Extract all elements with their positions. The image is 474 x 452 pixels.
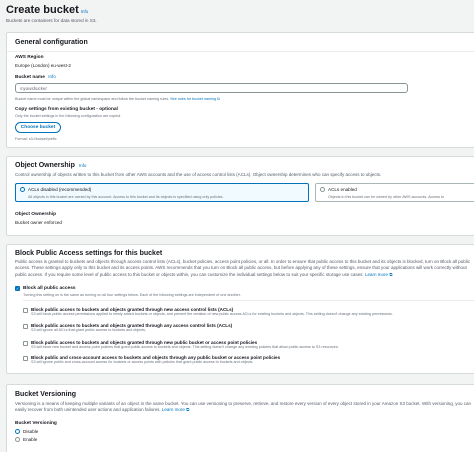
bucket-name-label: Bucket name Info [15,74,56,80]
page-title: Create bucket Info [6,4,89,16]
object-ownership-desc: Control ownership of objects written to this bucket from other AWS accounts and the use of access control lists (ACLs). Object ownership determines who can specify access to objects. [15,172,382,177]
bpa-option-any-policies[interactable] [23,355,280,364]
acls-disabled-option[interactable] [15,183,309,202]
acls-enabled-option[interactable] [315,183,474,202]
page-info-link[interactable]: Info [80,9,89,14]
bucket-naming-rules-link[interactable]: See rules for bucket naming [170,97,217,101]
object-ownership-heading: Object Ownership Info [15,162,87,169]
block-public-access-panel [6,244,474,374]
bpa-option-desc: S3 will block new bucket and access point policies that grant public access to buckets and objects. This setting doesn't change any existing policies that allow public access to S3 resources. [31,345,339,349]
bpa-option-new-policies-checkbox[interactable] [23,341,28,346]
bpa-option-any-acls[interactable] [23,323,232,332]
bpa-learn-more-link[interactable]: Learn more [364,271,388,277]
bpa-option-label: Block public access to buckets and objects granted through any access control lists (ACLs) [31,323,233,328]
versioning-disable-option[interactable] [15,429,38,434]
bucket-versioning-desc: Versioning is a means of keeping multiple variants of an object in the same bucket. You can use versioning to preserve, retrieve, and restore every version of every object stored in your Amazon S3 bucket. With versioning, you can easily recover from both unintended user actions and application failures. Learn more ⧉ [15,401,471,413]
acls-disabled-title: ACLs disabled (recommended) [28,187,92,192]
bpa-option-new-policies[interactable] [23,340,339,349]
acls-disabled-desc: All objects in this bucket are owned by this account. Access to this bucket and its objects is specified using only policies. [28,195,224,199]
bpa-option-desc: S3 will block public access permissions applied to newly added buckets or objects, and prevent the creation of new public access ACLs for existing buckets and objects. This setting doesn't change any existing permissions. [31,312,393,316]
bpa-option-desc: S3 will ignore public and cross-account access for buckets or access points with policies that grant public access to buckets and objects. [31,360,254,364]
acls-enabled-title: ACLs enabled [328,187,357,192]
bucket-name-info-link[interactable]: Info [48,74,56,79]
copy-settings-label: Copy settings from existing bucket - optional [15,107,118,112]
acls-enabled-radio[interactable] [320,187,325,192]
choose-bucket-button[interactable]: Choose bucket [15,122,61,133]
divider [7,51,474,52]
general-configuration-heading: General configuration [15,39,88,46]
object-ownership-value: Bucket owner enforced [15,220,62,225]
object-ownership-panel [6,156,474,236]
object-ownership-label: Object Ownership [15,212,57,217]
page-subtitle: Buckets are containers for data stored in S3. [6,18,97,23]
external-link-icon: ⧉ [389,271,393,277]
versioning-enable-radio[interactable] [15,437,20,442]
bpa-option-desc: S3 will ignore all ACLs that grant public access to buckets and objects. [31,328,146,332]
copy-settings-desc: Only the bucket settings in the following configuration are copied. [15,114,122,118]
divider [23,300,474,301]
bucket-versioning-label: Bucket Versioning [15,421,57,426]
bucket-versioning-heading: Bucket Versioning [15,391,77,398]
bpa-option-label: Block public and cross-account access to buckets and objects through any public bucket or access point policies [31,355,281,360]
versioning-enable-label: Enable [23,437,38,442]
bpa-option-new-acls-checkbox[interactable] [23,308,28,313]
block-public-access-heading: Block Public Access settings for this bucket [15,250,163,257]
bucket-versioning-panel [6,384,474,452]
external-link-icon: ⧉ [217,97,220,101]
acls-enabled-desc: Objects in this bucket can be owned by other AWS accounts. Access to [328,195,445,199]
versioning-disable-radio[interactable] [15,429,20,434]
bpa-option-any-policies-checkbox[interactable] [23,356,28,361]
block-all-public-access-desc: Turning this setting on is the same as turning on all four settings below. Each of the following settings are independent of one another. [23,293,241,297]
block-all-public-access-label: Block all public access [23,286,76,291]
bucket-name-hint: Bucket name must be unique within the global namespace and follow the bucket naming rules. See rules for bucket naming ⧉ [15,97,220,101]
external-link-icon: ⧉ [186,407,190,413]
bucket-format-hint: Format: s3://bucket/prefix [15,137,57,141]
bpa-option-label: Block public access to buckets and objects granted through new public bucket or access point policies [31,340,258,345]
versioning-disable-label: Disable [23,429,39,434]
bpa-option-label: Block public access to buckets and objects granted through new access control lists (ACLs) [31,307,234,312]
aws-region-label: AWS Region [15,55,44,60]
block-all-public-access-row[interactable] [15,286,76,291]
block-public-access-desc: Public access is granted to buckets and objects through access control lists (ACLs), bucket policies, access point policies, or all. In order to ensure that public access to this bucket and its objects is blocked, turn on Block all public access. These settings apply only to this bucket and its access points. AWS recommends that you turn on Block all public access, but before applying any of these settings, ensure that your applications will work correctly without public access. If you require some level of public access to this bucket or objects within, you can customize the individual settings below to suit your specific storage use cases. Learn more ⧉ [15,259,470,277]
bpa-option-any-acls-checkbox[interactable] [23,324,28,329]
bucket-name-input[interactable]: myawsbucket [15,83,408,93]
general-configuration-panel [6,32,474,148]
aws-region-value: Europe (London) eu-west-2 [15,63,71,68]
block-all-public-access-checkbox[interactable]: ✓ [16,286,20,291]
versioning-enable-option[interactable] [15,437,37,442]
bpa-option-new-acls[interactable] [23,307,393,316]
object-ownership-info-link[interactable]: Info [78,163,87,168]
versioning-learn-more-link[interactable]: Learn more [161,407,185,413]
acls-disabled-radio[interactable] [20,187,25,192]
